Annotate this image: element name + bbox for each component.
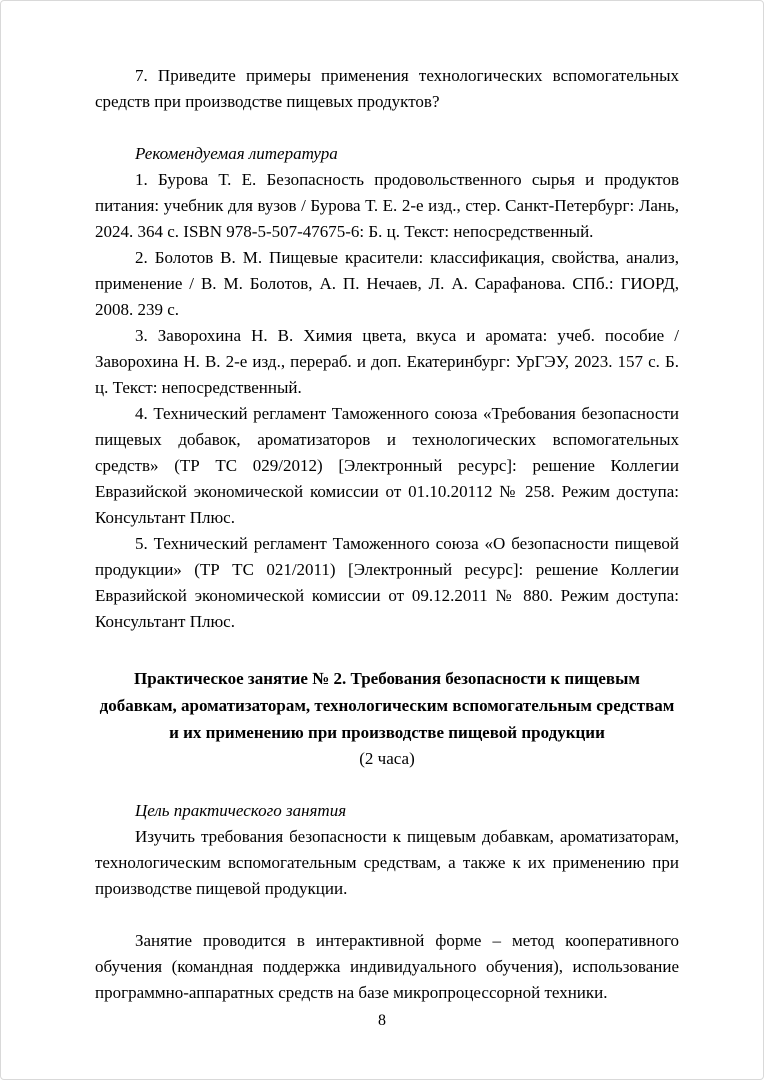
literature-item-4: 4. Технический регламент Таможенного союза «Требования безопасности пищевых добавок, ароматизаторов и технологических вспомогательных средств» (ТР ТС 029/2012) [Электронный ресурс]: решение Коллегии Евразийской экономической комиссии от 01.10.20112 № 258. Режим доступа: Консультант Плюс. [95, 404, 679, 527]
section-heading: Практическое занятие № 2. Требования безопасности к пищевым добавкам, ароматизаторам, технологическим вспомогательным средствам и их применению при производстве пищевой продукции [99, 669, 675, 742]
question-paragraph: 7. Приведите примеры применения технологических вспомогательных средств при производстве пищевых продуктов? [95, 66, 679, 111]
goal-heading: Цель практического занятия [135, 801, 347, 820]
goal-paragraph: Изучить требования безопасности к пищевым добавкам, ароматизаторам, технологическим вспомогательным средствам, а также к их применению при производстве пищевой продукции. [95, 827, 679, 898]
section-duration: (2 часа) [359, 749, 415, 768]
literature-heading: Рекомендуемая литература [135, 144, 338, 163]
page-content [95, 63, 679, 1006]
literature-item-5: 5. Технический регламент Таможенного союза «О безопасности пищевой продукции» (ТР ТС 021/2011) [Электронный ресурс]: решение Коллегии Евразийской экономической комиссии от 09.12.2011 № 880. Режим доступа: Консультант Плюс. [95, 534, 679, 631]
literature-item-1: 1. Бурова Т. Е. Безопасность продовольственного сырья и продуктов питания: учебник для вузов / Бурова Т. Е. 2-е изд., стер. Санкт-Петербург: Лань, 2024. 364 с. ISBN 978-5-507-47675-6: Б. ц. Текст: непосредственный. [95, 170, 679, 241]
format-paragraph: Занятие проводится в интерактивной форме – метод кооперативного обучения (командная поддержка индивидуального обучения), использование программно-аппаратных средств на базе микропроцессорной техники. [95, 931, 679, 1002]
literature-item-3: 3. Заворохина Н. В. Химия цвета, вкуса и аромата: учеб. пособие / Заворохина Н. В. 2-е изд., перераб. и доп. Екатеринбург: УрГЭУ, 2023. 157 с. Б. ц. Текст: непосредственный. [95, 326, 679, 397]
literature-item-2: 2. Болотов В. М. Пищевые красители: классификация, свойства, анализ, применение / В. М. Болотов, А. П. Нечаев, Л. А. Сарафанова. СПб.: ГИОРД, 2008. 239 с. [95, 248, 679, 319]
page-number: 8 [378, 1012, 386, 1029]
